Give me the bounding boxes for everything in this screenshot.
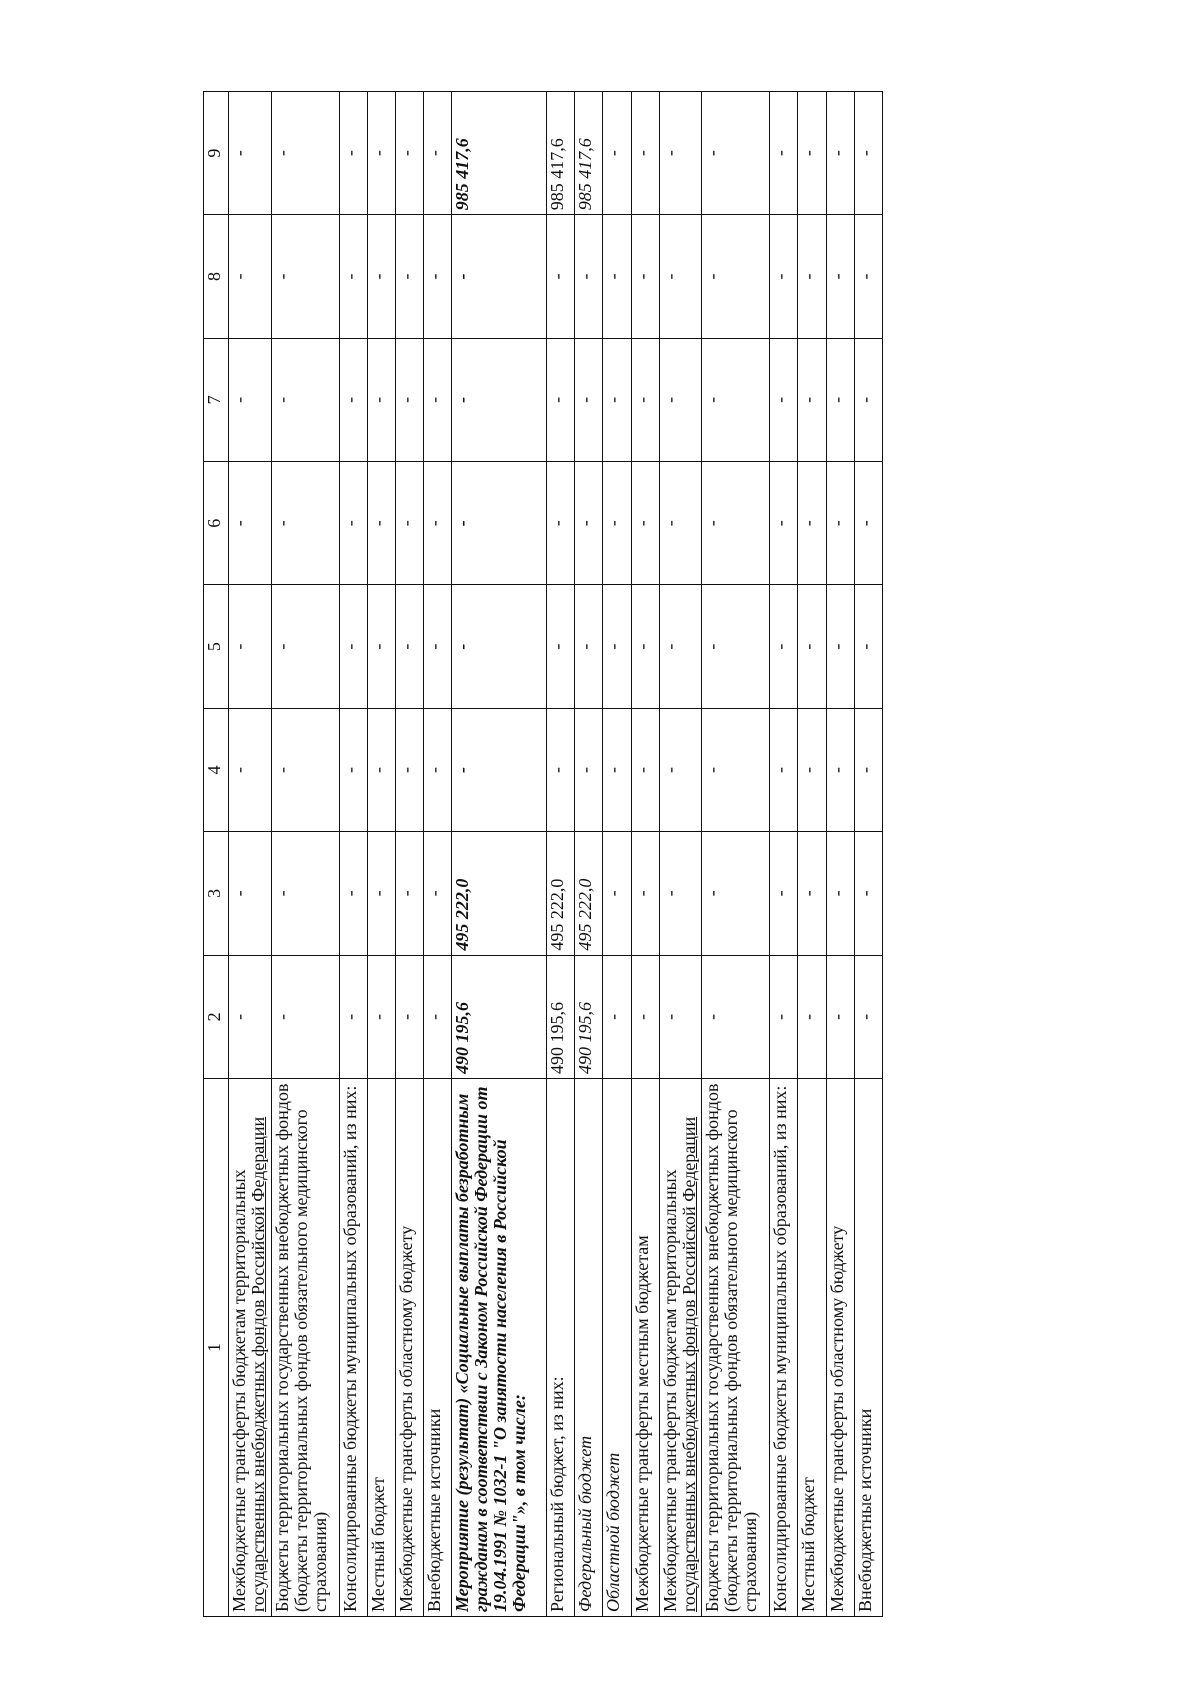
row-value-col-8: -	[659, 215, 702, 338]
row-value-col-3: -	[854, 832, 882, 955]
row-value-col-2: -	[659, 955, 702, 1078]
row-value-col-6: -	[229, 462, 272, 585]
row-value-col-3: -	[424, 832, 452, 955]
header-col-4: 4	[204, 708, 229, 831]
row-value-col-3: 495 222,0	[452, 832, 547, 955]
header-col-9: 9	[204, 91, 229, 214]
row-value-col-9: -	[367, 91, 395, 214]
row-value-col-7: -	[424, 338, 452, 461]
row-value-col-9: 985 417,6	[575, 91, 603, 214]
row-value-col-4: -	[659, 708, 702, 831]
row-value-col-7: -	[798, 338, 826, 461]
row-value-col-8: -	[798, 215, 826, 338]
row-value-col-8: -	[854, 215, 882, 338]
row-value-col-2: -	[854, 955, 882, 1078]
row-value-col-3: -	[798, 832, 826, 955]
table-row	[826, 91, 854, 1616]
row-value-col-4: -	[854, 708, 882, 831]
row-value-col-7: -	[702, 338, 770, 461]
header-row	[204, 91, 229, 1616]
row-value-col-8: -	[702, 215, 770, 338]
row-value-col-5: -	[452, 585, 547, 708]
table-row	[424, 91, 452, 1616]
row-value-col-6: -	[702, 462, 770, 585]
table-row	[339, 91, 367, 1616]
header-col-5: 5	[204, 585, 229, 708]
row-value-col-8: -	[339, 215, 367, 338]
row-value-col-7: -	[547, 338, 575, 461]
table-row	[631, 91, 659, 1616]
row-value-col-2: -	[603, 955, 631, 1078]
header-col-1: 1	[204, 1079, 229, 1617]
row-value-col-7: -	[770, 338, 798, 461]
row-value-col-2: 490 195,6	[547, 955, 575, 1078]
row-value-col-8: -	[631, 215, 659, 338]
row-value-col-4: -	[575, 708, 603, 831]
header-col-7: 7	[204, 338, 229, 461]
row-value-col-6: -	[826, 462, 854, 585]
row-value-col-4: -	[424, 708, 452, 831]
row-value-col-4: -	[452, 708, 547, 831]
row-label: Областной бюджет	[603, 1079, 631, 1617]
row-value-col-9: -	[395, 91, 423, 214]
row-label-underlined: государственных внебюджетных фондов Российской Федерации	[247, 1116, 268, 1612]
row-value-col-5: -	[395, 585, 423, 708]
table-row	[547, 91, 575, 1616]
row-value-col-9: -	[659, 91, 702, 214]
row-value-col-4: -	[339, 708, 367, 831]
row-value-col-7: -	[603, 338, 631, 461]
header-col-3: 3	[204, 832, 229, 955]
row-value-col-8: -	[770, 215, 798, 338]
row-value-col-8: -	[271, 215, 339, 338]
row-label: Мероприятие (результат) «Социальные выплаты безработным гражданам в соответствии с Законом Российской Федерации от 19.04.1991 № 1032-1 "О занятости населения в Российской Федерации"», в том числе:	[452, 1079, 547, 1617]
row-value-col-6: -	[659, 462, 702, 585]
row-value-col-3: -	[271, 832, 339, 955]
row-label-underlined: государственных внебюджетных фондов Российской Федерации	[678, 1116, 699, 1612]
row-value-col-2: -	[271, 955, 339, 1078]
row-label: Межбюджетные трансферты областному бюджету	[395, 1079, 423, 1617]
row-value-col-7: -	[854, 338, 882, 461]
row-value-col-8: -	[452, 215, 547, 338]
row-value-col-8: -	[424, 215, 452, 338]
row-label: Бюджеты территориальных государственных внебюджетных фондов (бюджеты территориальных фондов обязательного медицинского страхования)	[271, 1079, 339, 1617]
row-value-col-9: -	[798, 91, 826, 214]
row-value-col-3: -	[631, 832, 659, 955]
row-value-col-4: -	[603, 708, 631, 831]
row-value-col-5: -	[603, 585, 631, 708]
row-value-col-3: -	[826, 832, 854, 955]
row-value-col-4: -	[229, 708, 272, 831]
row-label: Внебюджетные источники	[424, 1079, 452, 1617]
row-value-col-7: -	[339, 338, 367, 461]
row-label: Межбюджетные трансферты местным бюджетам	[631, 1079, 659, 1617]
row-value-col-5: -	[631, 585, 659, 708]
row-value-col-3: -	[339, 832, 367, 955]
row-value-col-3: -	[395, 832, 423, 955]
row-label: Федеральный бюджет	[575, 1079, 603, 1617]
row-label: Бюджеты территориальных государственных внебюджетных фондов (бюджеты территориальных фондов обязательного медицинского страхования)	[702, 1079, 770, 1617]
row-value-col-3: -	[702, 832, 770, 955]
row-value-col-8: -	[229, 215, 272, 338]
header-col-8: 8	[204, 215, 229, 338]
row-value-col-8: -	[603, 215, 631, 338]
row-value-col-6: -	[395, 462, 423, 585]
table-row	[659, 91, 702, 1616]
row-value-col-5: -	[702, 585, 770, 708]
row-value-col-5: -	[798, 585, 826, 708]
row-value-col-6: -	[575, 462, 603, 585]
row-value-col-6: -	[271, 462, 339, 585]
row-value-col-4: -	[798, 708, 826, 831]
row-value-col-9: -	[229, 91, 272, 214]
row-value-col-6: -	[339, 462, 367, 585]
row-value-col-7: -	[826, 338, 854, 461]
row-value-col-5: -	[339, 585, 367, 708]
row-value-col-6: -	[367, 462, 395, 585]
row-value-col-7: -	[395, 338, 423, 461]
row-label: Консолидированные бюджеты муниципальных образований, из них:	[770, 1079, 798, 1617]
row-value-col-9: -	[603, 91, 631, 214]
table-row	[229, 91, 272, 1616]
row-value-col-3: 495 222,0	[547, 832, 575, 955]
header-col-6: 6	[204, 462, 229, 585]
table-row	[702, 91, 770, 1616]
row-value-col-6: -	[631, 462, 659, 585]
row-value-col-8: -	[575, 215, 603, 338]
row-value-col-3: -	[229, 832, 272, 955]
row-value-col-9: -	[271, 91, 339, 214]
row-label: Межбюджетные трансферты бюджетам территориальных государственных внебюджетных фондов Российской Федерации	[229, 1079, 272, 1617]
row-value-col-5: -	[424, 585, 452, 708]
table-row	[452, 91, 547, 1616]
row-value-col-7: -	[271, 338, 339, 461]
row-value-col-7: -	[659, 338, 702, 461]
row-value-col-5: -	[229, 585, 272, 708]
row-value-col-5: -	[367, 585, 395, 708]
row-value-col-5: -	[547, 585, 575, 708]
row-value-col-2: -	[631, 955, 659, 1078]
row-value-col-9: -	[631, 91, 659, 214]
row-value-col-7: -	[367, 338, 395, 461]
row-value-col-3: 495 222,0	[575, 832, 603, 955]
table-row	[367, 91, 395, 1616]
row-value-col-2: -	[702, 955, 770, 1078]
row-label: Межбюджетные трансферты областному бюджету	[826, 1079, 854, 1617]
row-value-col-4: -	[631, 708, 659, 831]
row-value-col-9: 985 417,6	[452, 91, 547, 214]
row-value-col-5: -	[826, 585, 854, 708]
row-value-col-2: -	[798, 955, 826, 1078]
row-value-col-2: -	[826, 955, 854, 1078]
row-value-col-2: 490 195,6	[575, 955, 603, 1078]
row-value-col-3: -	[603, 832, 631, 955]
row-label: Консолидированные бюджеты муниципальных образований, из них:	[339, 1079, 367, 1617]
row-value-col-6: -	[854, 462, 882, 585]
table-row	[603, 91, 631, 1616]
row-value-col-9: -	[826, 91, 854, 214]
row-value-col-9: -	[702, 91, 770, 214]
table-row	[854, 91, 882, 1616]
row-value-col-5: -	[770, 585, 798, 708]
row-value-col-6: -	[770, 462, 798, 585]
row-label: Региональный бюджет, из них:	[547, 1079, 575, 1617]
row-value-col-8: -	[547, 215, 575, 338]
row-value-col-2: -	[770, 955, 798, 1078]
row-value-col-2: 490 195,6	[452, 955, 547, 1078]
row-value-col-9: -	[854, 91, 882, 214]
row-value-col-8: -	[395, 215, 423, 338]
row-value-col-4: -	[547, 708, 575, 831]
row-value-col-5: -	[659, 585, 702, 708]
table-row	[770, 91, 798, 1616]
row-label: Внебюджетные источники	[854, 1079, 882, 1617]
row-value-col-8: -	[826, 215, 854, 338]
row-value-col-7: -	[575, 338, 603, 461]
row-value-col-4: -	[271, 708, 339, 831]
row-value-col-5: -	[575, 585, 603, 708]
row-value-col-6: -	[424, 462, 452, 585]
budget-table-rotated	[203, 92, 883, 1617]
row-value-col-6: -	[547, 462, 575, 585]
table-row	[798, 91, 826, 1616]
row-label: Местный бюджет	[798, 1079, 826, 1617]
row-value-col-9: 985 417,6	[547, 91, 575, 214]
row-value-col-4: -	[367, 708, 395, 831]
row-value-col-5: -	[271, 585, 339, 708]
table-row	[575, 91, 603, 1616]
row-value-col-4: -	[395, 708, 423, 831]
row-value-col-2: -	[395, 955, 423, 1078]
table-body	[229, 91, 883, 1616]
row-value-col-5: -	[854, 585, 882, 708]
row-value-col-3: -	[770, 832, 798, 955]
row-value-col-2: -	[339, 955, 367, 1078]
row-label: Местный бюджет	[367, 1079, 395, 1617]
header-col-2: 2	[204, 955, 229, 1078]
row-value-col-8: -	[367, 215, 395, 338]
row-value-col-2: -	[424, 955, 452, 1078]
table-row	[271, 91, 339, 1616]
row-value-col-9: -	[770, 91, 798, 214]
row-value-col-6: -	[603, 462, 631, 585]
row-value-col-2: -	[367, 955, 395, 1078]
row-value-col-4: -	[770, 708, 798, 831]
table-row	[395, 91, 423, 1616]
row-value-col-7: -	[452, 338, 547, 461]
row-value-col-9: -	[424, 91, 452, 214]
row-label: Межбюджетные трансферты бюджетам территориальных государственных внебюджетных фондов Российской Федерации	[659, 1079, 702, 1617]
row-value-col-3: -	[659, 832, 702, 955]
row-value-col-4: -	[702, 708, 770, 831]
row-value-col-2: -	[229, 955, 272, 1078]
row-value-col-7: -	[631, 338, 659, 461]
row-value-col-6: -	[452, 462, 547, 585]
row-value-col-4: -	[826, 708, 854, 831]
budget-table	[203, 91, 883, 1617]
row-value-col-6: -	[798, 462, 826, 585]
row-value-col-7: -	[229, 338, 272, 461]
row-value-col-9: -	[339, 91, 367, 214]
row-value-col-3: -	[367, 832, 395, 955]
